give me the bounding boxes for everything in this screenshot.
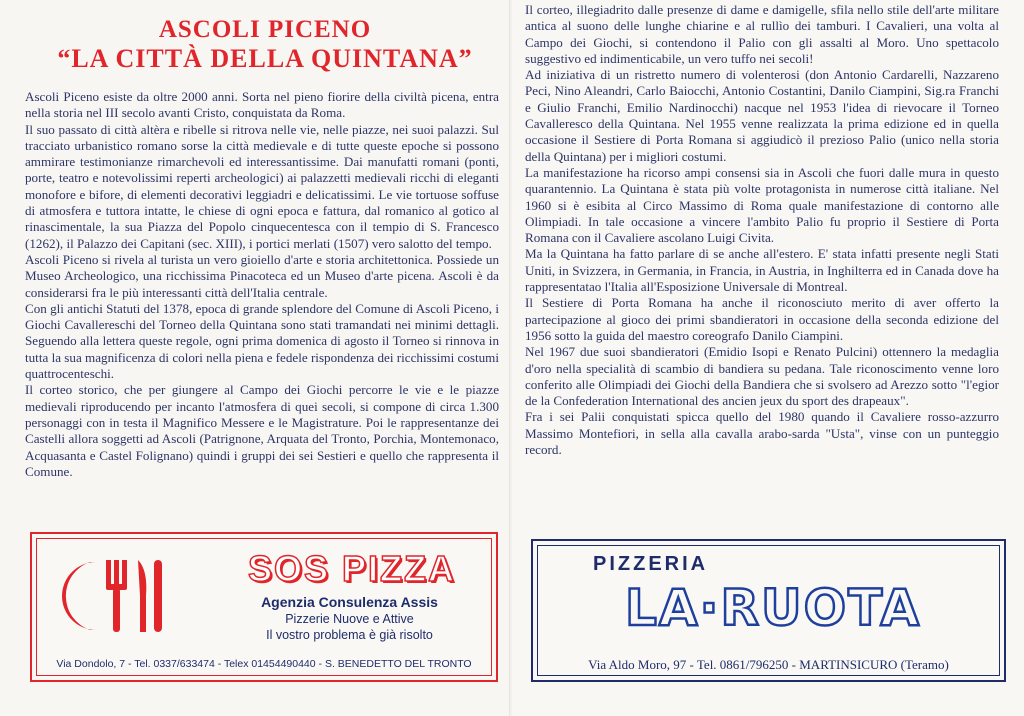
paragraph: La manifestazione ha ricorso ampi consensi sia in Ascoli che fuori dalle mura in questo quarantennio. La Quintana è stata più volte protagonista in numerose città italiane. Nel 1960 si è esibita al Circo Massimo di Roma quale manifestazione di contorno alle Olimpiadi. In tale occasione a vincere l'ambito Palio fu proprio il Sestiere di Porta Romana con il Cavaliere ascolano Luigi Civita.	[525, 164, 999, 246]
paragraph: Il corteo, illegiadrito dalle presenze di dame e damigelle, sfila nello stile dell'arte militare antica al suono delle lunghe chiarine e al rullìo dei tamburi. I Cavalieri, una volta al Campo dei Giochi, si contendono il Palio con gli assalti al Moro. Uno spettacolo suggestivo ed indimenticabile, un vero tuffo nei secoli!	[525, 2, 999, 66]
right-article	[525, 2, 999, 458]
left-page	[0, 0, 510, 716]
ad-label: PIZZERIA	[593, 553, 709, 575]
paragraph: Ad iniziativa di un ristretto numero di volenterosi (don Antonio Cardarelli, Nazzareno Peci, Nino Aleandri, Carlo Baiocchi, Antonio Costantini, Danilo Ciampini, Sig.ra Franchi e Giulio Franchi, Emilio Nardinocchi) nacque nel 1953 l'idea di rievocare il Torneo Cavalleresco della Quintana. Nel 1955 venne realizzata la prima edizione ed in quella occasione il Sestiere di Porta Romana si aggiudicò il prezioso Palio (unico nella storia della Quintana) per i migliori costumi.	[525, 67, 999, 164]
paragraph: Il corteo storico, che per giungere al Campo dei Giochi percorre le vie e le piazze medievali riproducendo per incanto l'atmosfera di quei secoli, si compone di circa 1.300 personaggi con in testa il Magnifico Messere e le Magistrature. Poi le rappresentanze dei Castelli allora soggetti ad Ascoli (Patrignone, Arquata del Tronto, Porchia, Montemonaco, Acquasanta e Castel Folignano) quindi i gruppi dei sei Sestieri e quello che rappresenta il Comune.	[25, 382, 499, 479]
ad-address: Via Aldo Moro, 97 - Tel. 0861/796250 - MARTINSICURO (Teramo)	[588, 657, 949, 672]
left-article	[25, 89, 499, 480]
paragraph: Il Sestiere di Porta Romana ha anche il riconosciuto merito di aver offerto la partecipazione al gioco dei primi sbandieratori in occasione della seconda edizione del 1956 sotto la guida del maestro coreografo Danilo Ciampini.	[525, 295, 999, 343]
page-title: ASCOLI PICENO	[158, 16, 372, 43]
sos-pizza-logo: SOS PIZZA	[247, 548, 457, 589]
paragraph: Fra i sei Palii conquistati spicca quello del 1980 quando il Cavaliere rosso-azzurro Massimo Montefiori, in sella alla cavalla arabo-sarda "Usta", vinse con un punteggio record.	[525, 409, 999, 458]
ad-address: Via Dondolo, 7 - Tel. 0337/633474 - Telex 01454490440 - S. BENEDETTO DEL TRONTO	[56, 658, 472, 670]
page-subtitle: “LA CITTÀ DELLA QUINTANA”	[57, 44, 473, 73]
paragraph: Con gli antichi Statuti del 1378, epoca di grande splendore del Comune di Ascoli Piceno, i Giochi Cavallereschi del Torneo della Quintana sono stati tramandati nei minimi dettagli. Seguendo alla lettera queste regole, ogni prima domenica di agosto il Torneo si rinnova in tutta la sua magnificenza di colori nella piena e fedele rispondenza dei ricchissimi costumi quattrocenteschi.	[25, 300, 499, 382]
sos-pizza-ad	[30, 532, 498, 682]
paragraph: Il suo passato di città altèra e ribelle si ritrova nelle vie, nelle piazze, nei suoi palazzi. Sul tracciato urbanistico romano sorse la città medievale e di tutte queste epoche si possono ammirare testimonianze rimarchevoli ed interessantissime. Dai manufatti romani (ponti, porte, teatro e notevolissimi reperti archeologici) ai palazzetti medievali ricchi di eleganti monofore e bifore, di elementi decorativi leggiadri e delicatissimi. Le vie tortuose soffuse di atmosfera e tuttora intatte, le chiese di ogni epoca e fattura, dal romanico al gotico al rinascimentale, la sua Piazza del Popolo cinquecentesca con il tempio di S. Francesco (1262), il Palazzo dei Capitani (sec. XIII), i portici merlati (1507) vero salotto del tempo.	[25, 121, 499, 251]
la-ruota-ad	[531, 539, 1006, 682]
la-ruota-logo: LA·RUOTA	[624, 579, 922, 637]
paragraph: Ma la Quintana ha fatto parlare di se anche all'estero. E' stata infatti presente negli Stati Uniti, in Svizzera, in Germania, in Francia, in Austria, in Inghilterra ed in Canada dove ha rappresentatao l'Italia all'Esposizione Universale di Montreal.	[525, 246, 999, 295]
ad-agency-name: Agenzia Consulenza Assis	[261, 594, 438, 610]
paragraph: Ascoli Piceno si rivela al turista un vero gioiello d'arte e storia architettonica. Possiede un Museo Archeologico, una ricchissima Pinacoteca ed un Museo d'arte picena. Ascoli è da considerarsi fra le più interessanti città dell'Italia centrale.	[25, 251, 499, 300]
ad-tagline: Il vostro problema è già risolto	[266, 628, 433, 642]
paragraph: Ascoli Piceno esiste da oltre 2000 anni. Sorta nel pieno fiorire della civiltà picena, entra nella storia nel III secolo avanti Cristo, conquistata da Roma.	[25, 89, 499, 121]
paragraph: Nel 1967 due suoi sbandieratori (Emidio Isopi e Renato Pulcini) ottennero la medaglia d'oro nella specialità di scambio di bandiera su pedana. Tale riconoscimento venne loro conferito alle Olimpiadi dei Giochi della Bandiera che si svolsero ad Arezzo sotto "l'egior de la Confederation International des ancien jeux du sport des drapeaux".	[525, 344, 999, 409]
ad-tagline: Pizzerie Nuove e Attive	[285, 612, 414, 626]
cutlery-icon	[62, 556, 182, 636]
